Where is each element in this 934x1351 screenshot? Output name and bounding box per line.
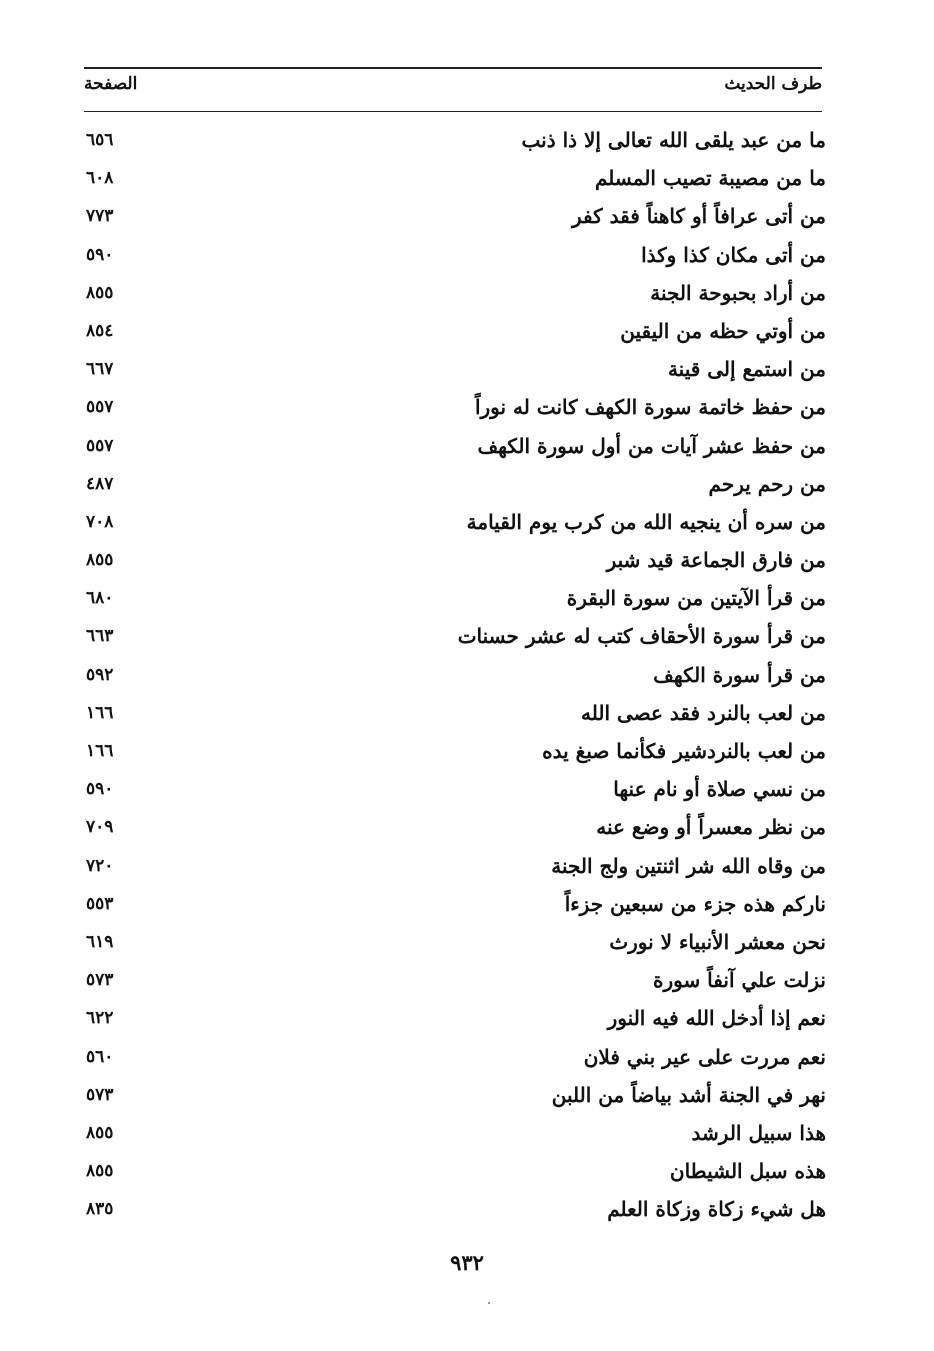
index-entry [84, 888, 826, 926]
hadith-text: من أتى عرافاً أو كاهناً فقد كفر [571, 204, 826, 229]
hadith-text: هذه سبل الشيطان [669, 1159, 826, 1184]
index-entry [84, 1193, 826, 1231]
page-reference: ٥٥٣ [86, 893, 114, 914]
page-reference: ٥٩٢ [86, 664, 114, 685]
index-entry [84, 659, 826, 697]
hadith-text: هذا سبيل الرشد [691, 1120, 826, 1145]
page-reference: ٧٧٣ [86, 206, 114, 227]
page-reference: ٥٧٣ [86, 1084, 114, 1105]
page-number: ٩٣٢ [450, 1250, 484, 1275]
index-entries [84, 124, 826, 1231]
hadith-text: نعم مررت على عير بني فلان [583, 1044, 826, 1069]
hadith-text: من أوتي حظه من اليقين [620, 318, 826, 343]
index-entry [84, 200, 826, 238]
index-entry [84, 697, 826, 735]
print-speck [488, 1302, 490, 1304]
index-entry [84, 773, 826, 811]
index-entry [84, 162, 826, 200]
index-entry [84, 582, 826, 620]
page-reference: ١٦٦ [86, 702, 114, 723]
index-entry [84, 1155, 826, 1193]
index-entry [84, 850, 826, 888]
index-entry [84, 735, 826, 773]
page-reference: ٥٩٠ [86, 244, 114, 265]
index-entry [84, 1002, 826, 1040]
hadith-text: نهر في الجنة أشد بياضاً من اللبن [551, 1082, 826, 1107]
index-entry [84, 430, 826, 468]
page-reference: ٥٦٠ [86, 1046, 114, 1067]
page-reference: ١٦٦ [86, 741, 114, 761]
header-rule [84, 111, 822, 112]
index-entry [84, 620, 826, 658]
page-reference: ٧٠٨ [86, 511, 114, 532]
page-column-header: الصفحة [84, 74, 138, 94]
hadith-text: نزلت علي آنفاً سورة [652, 968, 826, 993]
hadith-text: من نظر معسراً أو وضع عنه [596, 815, 826, 840]
page-reference: ٦٥٦ [86, 130, 114, 150]
page-reference: ٥٩٠ [86, 779, 114, 800]
hadith-text: ما من مصيبة تصيب المسلم [594, 166, 826, 191]
page-reference: ٨٣٥ [86, 1199, 114, 1220]
hadith-text: ناركم هذه جزء من سبعين جزءاً [564, 891, 826, 916]
page-reference: ٧٠٩ [86, 817, 114, 838]
column-header [84, 70, 822, 106]
top-rule [84, 67, 822, 69]
hadith-text: من قرأ سورة الأحقاف كتب له عشر حسنات [457, 624, 826, 649]
page-reference: ٤٨٧ [86, 473, 114, 494]
index-entry [84, 239, 826, 277]
page-reference: ٦٨٠ [86, 588, 114, 609]
hadith-text: من لعب بالنرد فقد عصى الله [581, 700, 826, 725]
hadith-text: من سره أن ينجيه الله من كرب يوم القيامة [466, 509, 826, 534]
page-reference: ٥٥٧ [86, 435, 114, 456]
page-reference: ٦٦٣ [86, 626, 114, 647]
hadith-text: هل شيء زكاة وزكاة العلم [607, 1197, 826, 1222]
hadith-text: من فارق الجماعة قيد شبر [606, 548, 826, 573]
hadith-text: من قرأ الآيتين من سورة البقرة [566, 586, 826, 611]
page-reference: ٦٦٧ [86, 359, 114, 380]
hadith-text: من لعب بالنردشير فكأنما صبغ يده [542, 739, 826, 763]
hadith-column-header: طرف الحديث [724, 74, 822, 94]
page-reference: ٦١٩ [86, 931, 114, 952]
index-entry [84, 468, 826, 506]
hadith-text: من حفظ عشر آيات من أول سورة الكهف [477, 433, 826, 458]
page-reference: ٨٥٥ [86, 1122, 114, 1143]
hadith-text: من أراد بحبوحة الجنة [650, 280, 826, 305]
index-entry [84, 506, 826, 544]
index-entry [84, 1079, 826, 1117]
index-entry [84, 1041, 826, 1079]
hadith-text: من قرأ سورة الكهف [653, 662, 826, 687]
index-entry [84, 124, 826, 162]
index-entry [84, 544, 826, 582]
hadith-text: ما من عبد يلقى الله تعالى إلا ذا ذنب [521, 128, 826, 152]
index-entry [84, 926, 826, 964]
hadith-text: من استمع إلى قينة [667, 357, 826, 382]
hadith-text: نحن معشر الأنبياء لا نورث [609, 929, 826, 954]
hadith-text: من رحم يرحم [708, 471, 826, 496]
hadith-text: من نسي صلاة أو نام عنها [613, 777, 826, 802]
index-entry [84, 315, 826, 353]
page-reference: ٦٢٢ [86, 1008, 114, 1029]
index-entry [84, 353, 826, 391]
hadith-text: من أتى مكان كذا وكذا [641, 242, 826, 267]
page-reference: ٨٥٥ [86, 1161, 114, 1182]
page-reference: ٦٠٨ [86, 168, 114, 189]
index-entry [84, 964, 826, 1002]
index-entry [84, 811, 826, 849]
index-entry [84, 1117, 826, 1155]
index-entry [84, 277, 826, 315]
hadith-text: نعم إذا أدخل الله فيه النور [607, 1006, 826, 1031]
page-reference: ٨٥٥ [86, 550, 114, 571]
hadith-text: من حفظ خاتمة سورة الكهف كانت له نوراً [474, 395, 826, 420]
page-reference: ٧٢٠ [86, 855, 114, 876]
hadith-text: من وقاه الله شر اثنتين ولج الجنة [551, 853, 826, 878]
page-reference: ٥٥٧ [86, 397, 114, 418]
page-reference: ٨٥٤ [86, 320, 114, 341]
page-reference: ٥٧٣ [86, 970, 114, 991]
index-entry [84, 391, 826, 429]
page-reference: ٨٥٥ [86, 282, 114, 303]
